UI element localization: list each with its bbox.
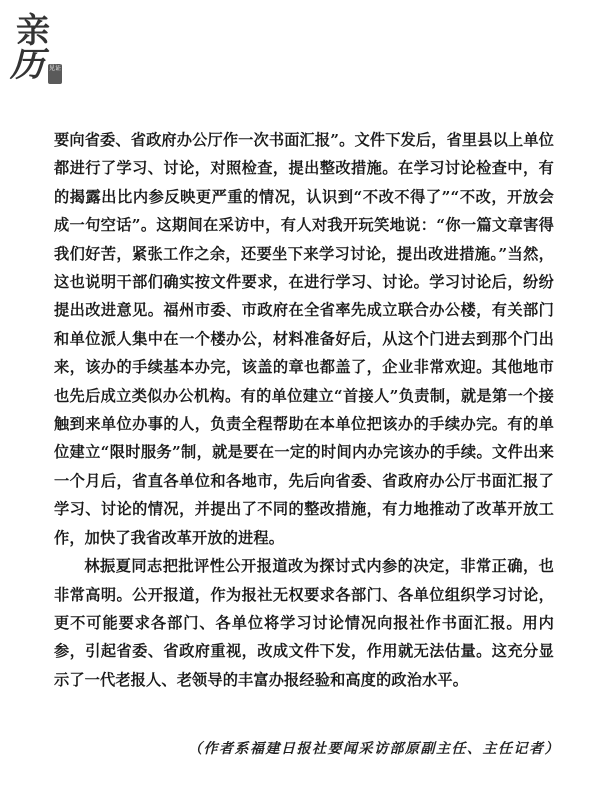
article-body [54,126,554,694]
logo-seal-icon: 见证 [48,64,62,84]
paragraph-2: 林振夏同志把批评性公开报道改为探讨式内参的决定，非常正确，也非常高明。公开报道，作为报社无权要求各部门、各单位组织学习讨论，更不可能要求各部门、各单位将学习讨论情况向报社作书面汇报。用内参，引起省委、省政府重视，改成文件下发，作用就无法估量。这充分显示了一代老报人、老领导的丰富办报经验和高度的政治水平。 [54,557,554,689]
paragraph-1: 要向省委、省政府办公厅作一次书面汇报”。文件下发后，省里县以上单位都进行了学习、讨论，对照检查，提出整改措施。在学习讨论检查中，有的揭露出比内参反映更严重的情况，认识到“不改不得了”“不改，开放会成一句空话”。这期间在采访中，有人对我开玩笑地说：“你一篇文章害得我们好苦，紧张工作之余，还要坐下来学习讨论，提出改进措施。”当然，这也说明干部们确实按文件要求，在进行学习、讨论。学习讨论后，纷纷提出改进意见。福州市委、市政府在全省率先成立联合办公楼，有关部门和单位派人集中在一个楼办公，材料准备好后，从这个门进去到那个门出来，该办的手续基本办完，该盖的章也都盖了，企业非常欢迎。其他地市也先后成立类似办公机构。有的单位建立“首接人”负责制，就是第一个接触到来单位办事的人，负责全程帮助在本单位把该办的手续办完。有的单位建立“限时服务”制，就是要在一定的时间内办完该办的手续。文件出来一个月后，省直各单位和各地市，先后向省委、省政府办公厅书面汇报了学习、讨论的情况，并提出了不同的整改措施，有力地推动了改革开放工作，加快了我省改革开放的进程。 [54,131,554,547]
header-logo [10,11,70,85]
logo-char-li: 历 [10,45,44,85]
logo-char-qin: 亲 [16,11,50,51]
author-byline: （作者系福建日报社要闻采访部原副主任、主任记者） [188,741,560,757]
